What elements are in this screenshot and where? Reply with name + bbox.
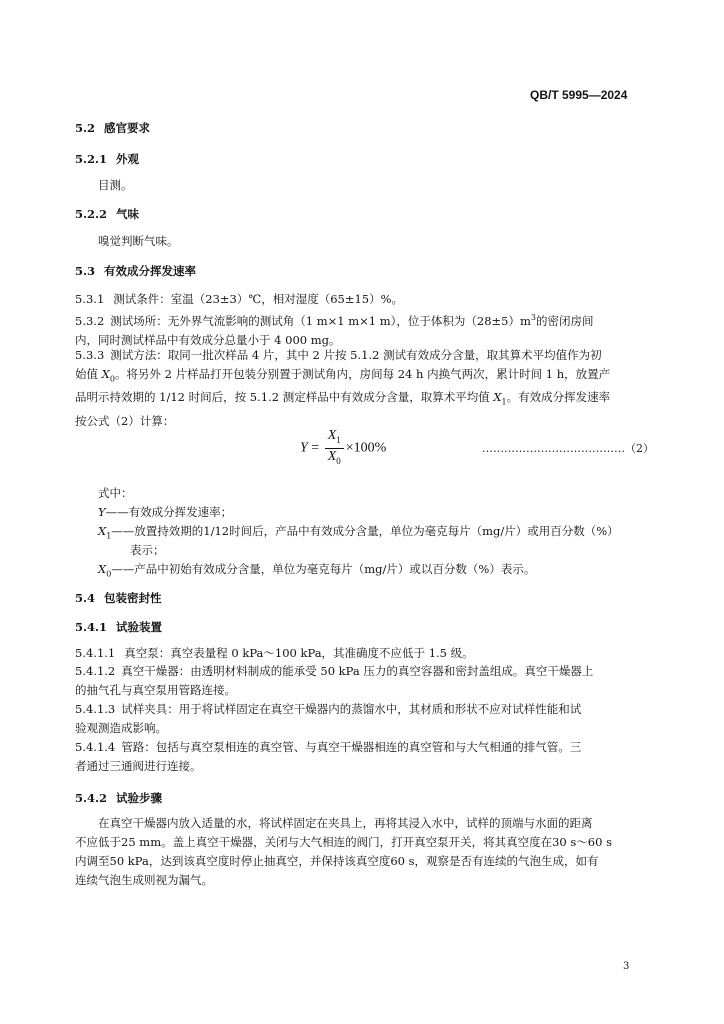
clause-5-4-1-2: [75, 662, 645, 700]
clause-text: 者通过三通阀进行连接。: [75, 759, 202, 773]
definition-text: ——放置持效期的1/12时间后，产品中有效成分含量，单位为毫克每片（mg/片）或用百分数（%）: [111, 524, 619, 538]
subscript: 1: [106, 531, 112, 541]
clause-number: 5.4.1.2: [75, 664, 116, 678]
heading-number: 5.4: [75, 591, 96, 605]
clause-text: 品明示持效期的 1/12 时间后，按 5.1.2 测定样品中有效成分含量，取算术平均值: [75, 390, 494, 405]
heading-title: 气味: [116, 207, 140, 221]
subscript: 0: [336, 455, 341, 466]
formula-numerator: [325, 428, 344, 449]
formula-lhs: Y: [300, 440, 308, 456]
paragraph-line: 连续气泡生成则视为漏气。: [75, 873, 213, 887]
heading-5-2: [75, 121, 150, 136]
variable: X: [101, 367, 110, 381]
clause-text: 的抽气孔与真空泵用管路连接。: [75, 683, 236, 697]
heading-title: 试验装置: [116, 620, 163, 634]
paragraph-5-2-2: 嗅觉判断气味。: [98, 234, 179, 248]
formula-2: [300, 428, 386, 469]
heading-title: 试验步骤: [116, 791, 163, 805]
variable: X: [98, 524, 107, 538]
clause-text: 真空干燥器：由透明材料制成的能承受 50 kPa 压力的真空容器和密封盖组成。真空干燥器上: [121, 664, 594, 678]
clause-number: 5.3.3: [75, 348, 105, 362]
variable: X: [327, 448, 337, 464]
heading-number: 5.2: [75, 121, 96, 135]
subscript: 0: [109, 374, 115, 384]
paragraph-5-2-1: 目测。: [98, 178, 133, 192]
standard-code: QB/T 5995—2024: [530, 88, 628, 102]
formula-tail: ×100%: [345, 440, 387, 456]
clause-text: 验观测造成影响。: [75, 721, 167, 735]
heading-title: 感官要求: [104, 121, 151, 135]
variable: X: [98, 562, 107, 576]
subscript: 1: [501, 397, 507, 407]
subscript: 1: [336, 434, 341, 445]
clause-text: 按公式（2）计算：: [75, 413, 175, 428]
heading-number: 5.3: [75, 264, 96, 278]
clause-text: 测试场所：无外界气流影响的测试角（1 m×1 m×1 m），位于体积为（28±5）m: [110, 313, 531, 328]
heading-5-4-2: [75, 791, 162, 806]
clause-text: 管路：包括与真空泵相连的真空管、与真空干燥器相连的真空管和与大气相通的排气管。三: [121, 740, 582, 754]
where-x0: [98, 562, 535, 581]
variable: X: [493, 390, 502, 405]
clause-5-4-1-1: [75, 646, 474, 661]
formula-equals: =: [307, 440, 323, 456]
heading-title: 有效成分挥发速率: [104, 264, 197, 278]
clause-number: 5.4.1.1: [75, 646, 116, 660]
heading-title: 包装密封性: [104, 591, 162, 605]
paragraph-line: 在真空干燥器内放入适量的水，将试样固定在夹具上，再将其浸入水中，试样的顶端与水面的距离: [98, 816, 593, 830]
superscript: 3: [530, 313, 536, 322]
clause-text: 的密闭房间: [536, 313, 594, 328]
heading-5-2-2: [75, 207, 139, 222]
clause-text: 。将另外 2 片样品打开包装分别置于测试角内，房间每 24 h 内换气两次，累计时间 1 h，放置产: [114, 367, 611, 381]
where-y: [98, 505, 232, 520]
clause-5-4-1-4: [75, 738, 645, 776]
subscript: 0: [106, 569, 112, 579]
clause-text: 试样夹具：用于将试样固定在真空干燥器内的蒸馏水中，其材质和形状不应对试样性能和试: [121, 702, 582, 716]
definition-text: ——有效成分挥发速率；: [105, 505, 233, 519]
clause-text: 真空泵：真空表量程 0 kPa～100 kPa，其准确度不应低于 1.5 级。: [124, 646, 474, 660]
clause-text: 测试方法：取同一批次样品 4 片，其中 2 片按 5.1.2 测试有效成分含量，取其算术平均值作为初: [110, 348, 602, 362]
heading-5-3: [75, 264, 196, 279]
heading-5-2-1: [75, 152, 139, 167]
heading-number: 5.4.2: [75, 791, 108, 805]
leader-dots: …………………………………: [482, 442, 625, 455]
paragraph-line: 内调至50 kPa，达到该真空度时停止抽真空，并保持该真空度60 s，观察是否有连续的气泡生成，如有: [75, 854, 599, 868]
clause-number: 5.4.1.3: [75, 702, 116, 716]
heading-number: 5.2.1: [75, 152, 108, 166]
clause-5-4-1-3: [75, 700, 645, 738]
page-number: 3: [623, 961, 630, 972]
equation-number: （2）: [625, 442, 654, 455]
formula-fraction: [325, 428, 344, 469]
heading-number: 5.4.1: [75, 620, 108, 634]
clause-number: 5.3.2: [75, 313, 105, 328]
clause-number: 5.4.1.4: [75, 740, 116, 754]
heading-number: 5.2.2: [75, 207, 108, 221]
formula-denominator: [325, 449, 344, 469]
where-x1-cont: 表示；: [130, 543, 165, 557]
clause-text: 内，同时测试样品中有效成分总量小于 4 000 mg。: [75, 332, 341, 347]
clause-5-3-3: [75, 346, 645, 431]
clause-number: 5.3.1: [75, 292, 105, 306]
variable: X: [327, 428, 337, 443]
where-x1: [98, 524, 619, 543]
heading-5-4: [75, 591, 162, 606]
clause-text: 始值: [75, 367, 102, 381]
paragraph-5-4-2: [75, 814, 645, 890]
variable: Y: [98, 505, 106, 519]
clause-5-3-2: [75, 308, 645, 350]
clause-5-3-1: [75, 292, 403, 307]
heading-5-4-1: [75, 620, 162, 635]
paragraph-line: 不应低于25 mm。盖上真空干燥器，关闭与大气相连的阀门，打开真空泵开关，将其真空度在30 s～60 s: [75, 835, 612, 849]
where-label: 式中：: [98, 486, 133, 500]
clause-text: 。有效成分挥发速率: [506, 390, 611, 405]
formula-leader: [482, 440, 654, 456]
heading-title: 外观: [116, 152, 140, 166]
clause-text: 测试条件：室温（23±3）℃，相对湿度（65±15）%。: [113, 292, 404, 306]
definition-text: ——产品中初始有效成分含量，单位为毫克每片（mg/片）或以百分数（%）表示。: [111, 562, 536, 576]
